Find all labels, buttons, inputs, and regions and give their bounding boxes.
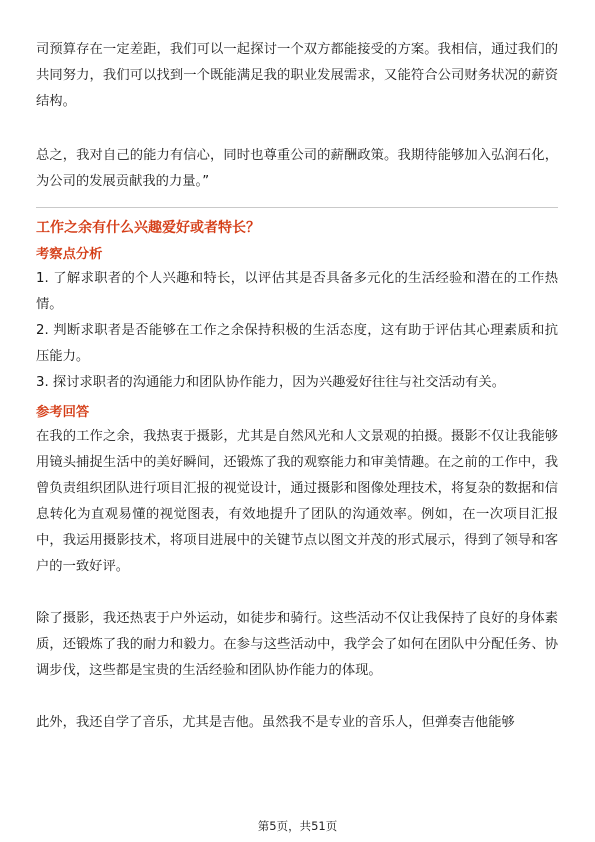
closing-paragraph: 总之，我对自己的能力有信心，同时也尊重公司的薪酬政策。我期待能够加入弘润石化，为公司的发展贡献我的力量。” <box>36 148 558 189</box>
analysis-label: 考察点分析 <box>36 247 103 262</box>
section-divider <box>36 207 558 208</box>
document-page <box>36 0 558 736</box>
list-item: 3. 探讨求职者的沟通能力和团队协作能力，因为兴趣爱好往往与社交活动有关。 <box>36 375 506 390</box>
answer-paragraph: 除了摄影，我还热衷于户外运动，如徒步和骑行。这些活动不仅让我保持了良好的身体素质，还锻炼了我的耐力和毅力。在参与这些活动中，我学会了如何在团队中分配任务、协调步伐，这些都是宝贵的生活经验和团队协作能力的体现。 <box>36 611 558 678</box>
analysis-list <box>36 266 558 396</box>
list-item: 2. 判断求职者是否能够在工作之余保持积极的生活态度，这有助于评估其心理素质和抗压能力。 <box>36 323 558 364</box>
answer-paragraph: 在我的工作之余，我热衷于摄影，尤其是自然风光和人文景观的拍摄。摄影不仅让我能够用镜头捕捉生活中的美好瞬间，还锻炼了我的观察能力和审美情趣。在之前的工作中，我曾负责组织团队进行项目汇报的视觉设计，通过摄影和图像处理技术，将复杂的数据和信息转化为直观易懂的视觉图表，有效地提升了团队的沟通效率。例如，在一次项目汇报中，我运用摄影技术，将项目进展中的关键节点以图文并茂的形式展示，得到了领导和客户的一致好评。 <box>36 429 558 574</box>
paragraph: 司预算存在一定差距，我们可以一起探讨一个双方都能接受的方案。我相信，通过我们的共同努力，我们可以找到一个既能满足我的职业发展需求，又能符合公司财务状况的薪资结构。 <box>36 42 558 109</box>
answer-paragraph: 此外，我还自学了音乐，尤其是吉他。虽然我不是专业的音乐人，但弹奏吉他能够 <box>36 715 515 730</box>
question-heading: 工作之余有什么兴趣爱好或者特长？ <box>36 220 260 236</box>
page-number: 第5页，共51页 <box>257 819 338 833</box>
list-item: 1. 了解求职者的个人兴趣和特长，以评估其是否具备多元化的生活经验和潜在的工作热情。 <box>36 271 558 312</box>
answer-label: 参考回答 <box>36 405 90 420</box>
